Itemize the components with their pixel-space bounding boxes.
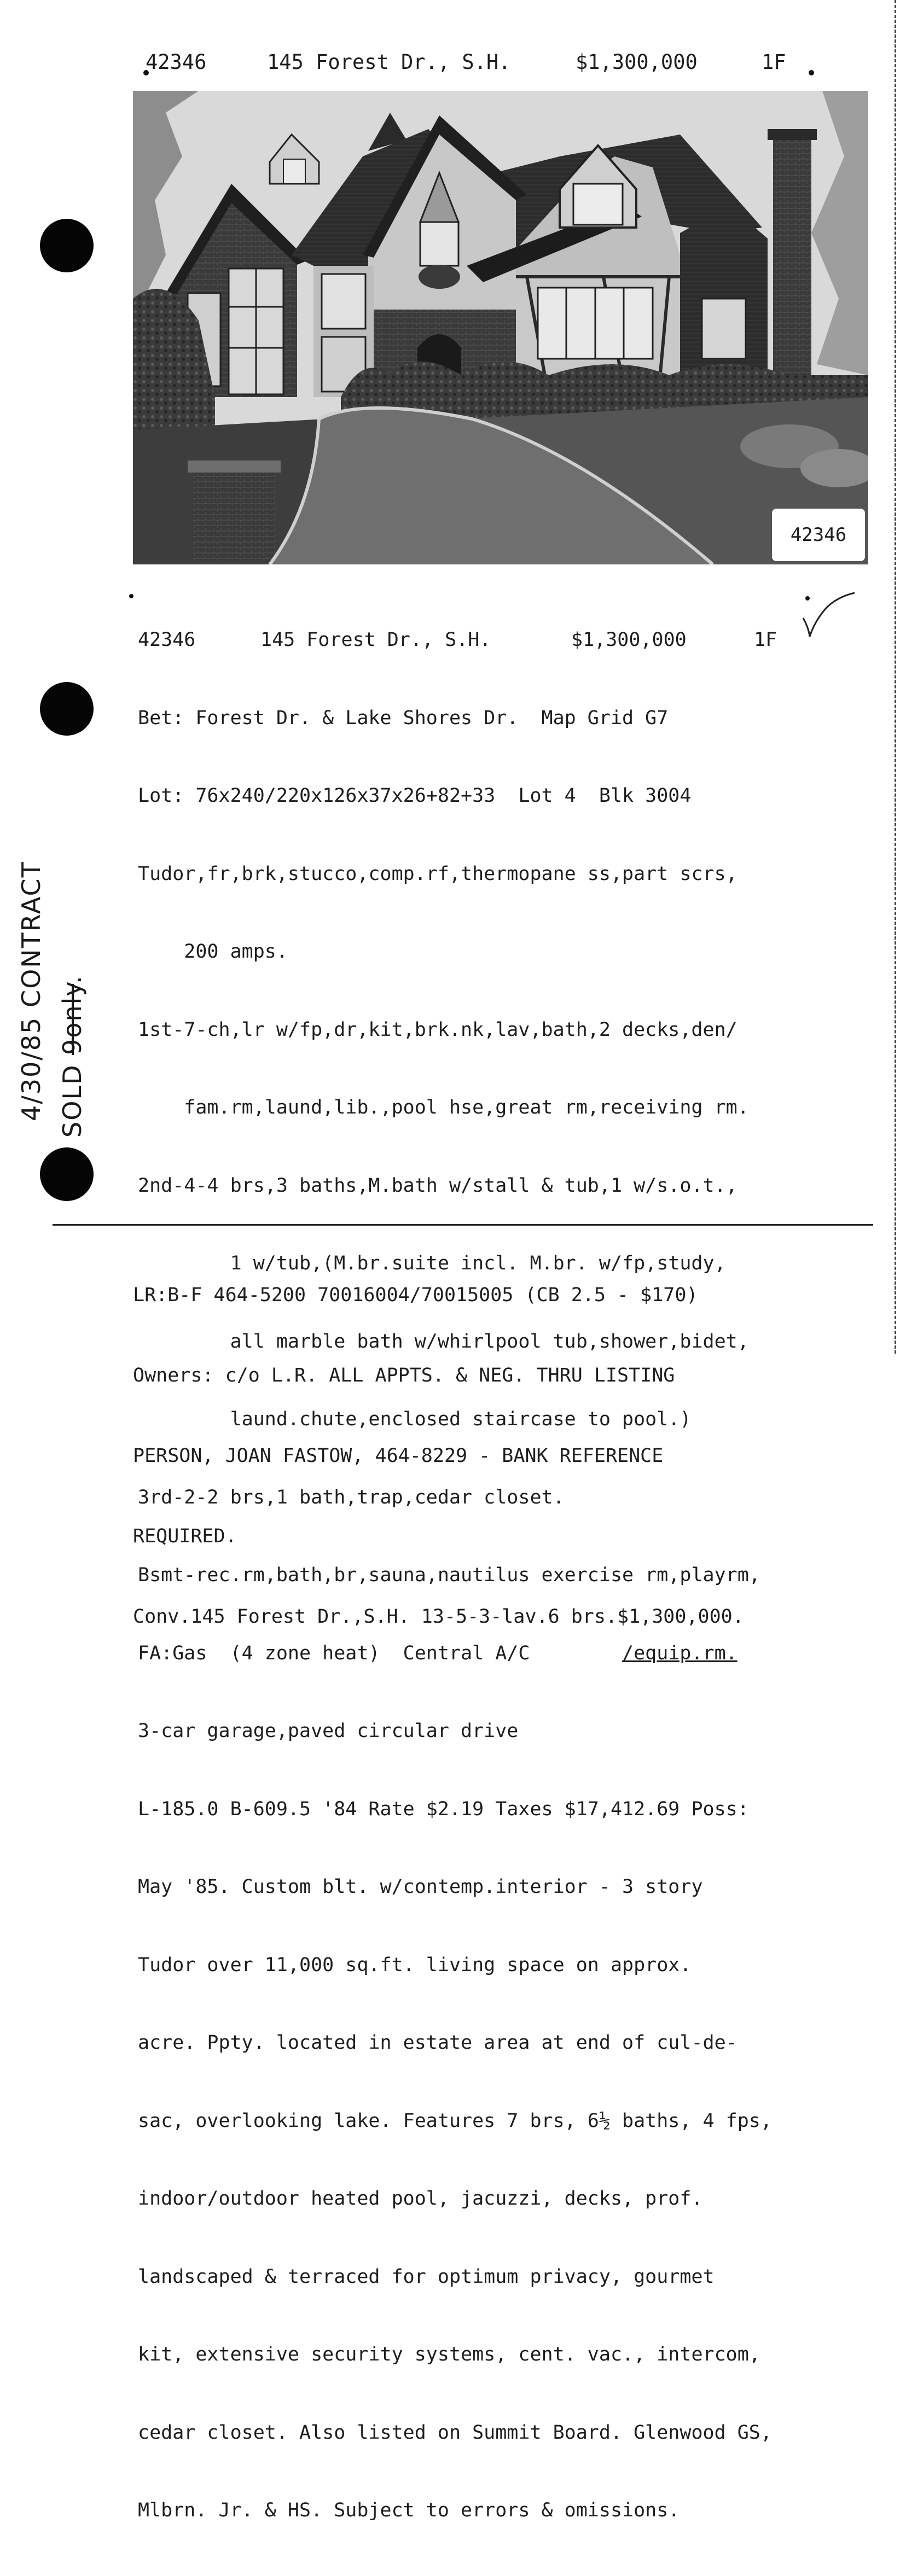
heating-text: FA:Gas (4 zone heat) Central A/C	[138, 1642, 530, 1664]
listing-line: Lot: 76x240/220x126x37x26+82+33 Lot 4 Blk 3004	[138, 785, 692, 807]
listing-line: May '85. Custom blt. w/contemp.interior - 3 story	[138, 1876, 703, 1898]
listing-line: Tudor over 11,000 sq.ft. living space on approx.	[138, 1954, 692, 1976]
listing-footer	[133, 1228, 888, 1684]
house-illustration	[133, 91, 868, 564]
contract-stamp: 4/30/85 CONTRACT	[16, 861, 46, 1121]
photo-listing-tag: 42346	[772, 509, 865, 561]
punch-hole-top	[40, 219, 94, 272]
punch-hole-middle	[40, 682, 94, 736]
listing-line: Tudor,fr,brk,stucco,comp.rf,thermopane ss,part scrs,	[138, 862, 737, 885]
footer-line: Owners: c/o L.R. ALL APPTS. & NEG. THRU LISTING	[133, 1365, 675, 1386]
listing-id: 42346	[138, 629, 196, 651]
listing-line: 200 amps.	[138, 941, 288, 963]
listing-price: $1,300,000	[571, 629, 687, 651]
listing-line: 1 w/tub,(M.br.suite incl. M.br. w/fp,study,	[138, 1252, 726, 1274]
header-id: 42346	[146, 50, 207, 74]
listing-line: Mlbrn. Jr. & HS. Subject to errors & omissions.	[138, 2499, 680, 2521]
header-address: 145 Forest Dr., S.H.	[267, 50, 511, 74]
listing-header	[138, 627, 882, 654]
footer-line: PERSON, JOAN FASTOW, 464-8229 - BANK REFERENCE	[133, 1445, 664, 1467]
listing-line: 3rd-2-2 brs,1 bath,trap,cedar closet.	[138, 1486, 565, 1508]
listing-line: laund.chute,enclosed staircase to pool.)	[138, 1408, 692, 1430]
listing-line: fam.rm,laund,lib.,pool hse,great rm,receiving rm.	[138, 1097, 749, 1118]
listing-line: cedar closet. Also listed on Summit Board. Glenwood GS,	[138, 2421, 772, 2444]
listing-line: 1st-7-ch,lr w/fp,dr,kit,brk.nk,lav,bath,2 decks,den/	[138, 1018, 737, 1041]
sold-suffix: .	[57, 975, 87, 984]
footer-line: REQUIRED.	[133, 1525, 237, 1547]
sold-prefix: SOLD	[57, 1054, 87, 1138]
footer-line: LR:B-F 464-5200 70016004/70015005 (CB 2.5 - $170)	[133, 1284, 698, 1306]
sold-stamp	[57, 975, 87, 1138]
sold-struck: 9only	[57, 983, 87, 1055]
listing-line: 3-car garage,paved circular drive	[138, 1720, 519, 1742]
listing-line: 2nd-4-4 brs,3 baths,M.bath w/stall & tub,1 w/s.o.t.,	[138, 1174, 737, 1197]
listing-dot-left	[129, 594, 133, 598]
header-family: 1F	[762, 50, 786, 74]
listing-line: landscaped & terraced for optimum privacy, gourmet	[138, 2265, 715, 2288]
listing-address: 145 Forest Dr., S.H.	[260, 629, 491, 651]
listing-line: kit, extensive security systems, cent. vac., intercom,	[138, 2344, 760, 2365]
listing-line: sac, overlooking lake. Features 7 brs, 6½ baths, 4 fps,	[138, 2109, 772, 2132]
listing-line: Bsmt-rec.rm,bath,br,sauna,nautilus exercise rm,playrm,	[138, 1564, 760, 1586]
footer-line: Conv.145 Forest Dr.,S.H. 13-5-3-lav.6 brs.$1,300,000.	[133, 1606, 744, 1628]
header-price: $1,300,000	[576, 50, 698, 74]
listing-line: L-185.0 B-609.5 '84 Rate $2.19 Taxes $17,412.69 Poss:	[138, 1798, 749, 1820]
punch-hole-bottom	[40, 1147, 94, 1201]
listing-line: Bet: Forest Dr. & Lake Shores Dr. Map Grid G7	[138, 707, 669, 729]
perforation-edge	[895, 0, 896, 1354]
listing-line: indoor/outdoor heated pool, jacuzzi, decks, prof.	[138, 2188, 703, 2210]
heating-suffix: /equip.rm.	[622, 1642, 737, 1664]
top-header	[138, 50, 827, 81]
listing-line: all marble bath w/whirlpool tub,shower,bidet,	[138, 1330, 749, 1353]
header-dot-right	[809, 70, 814, 75]
footer-divider	[53, 1224, 873, 1226]
listing-line: acre. Ppty. located in estate area at end of cul-de-	[138, 2032, 737, 2054]
house-photo	[133, 91, 868, 564]
listing-family: 1F	[754, 629, 777, 651]
